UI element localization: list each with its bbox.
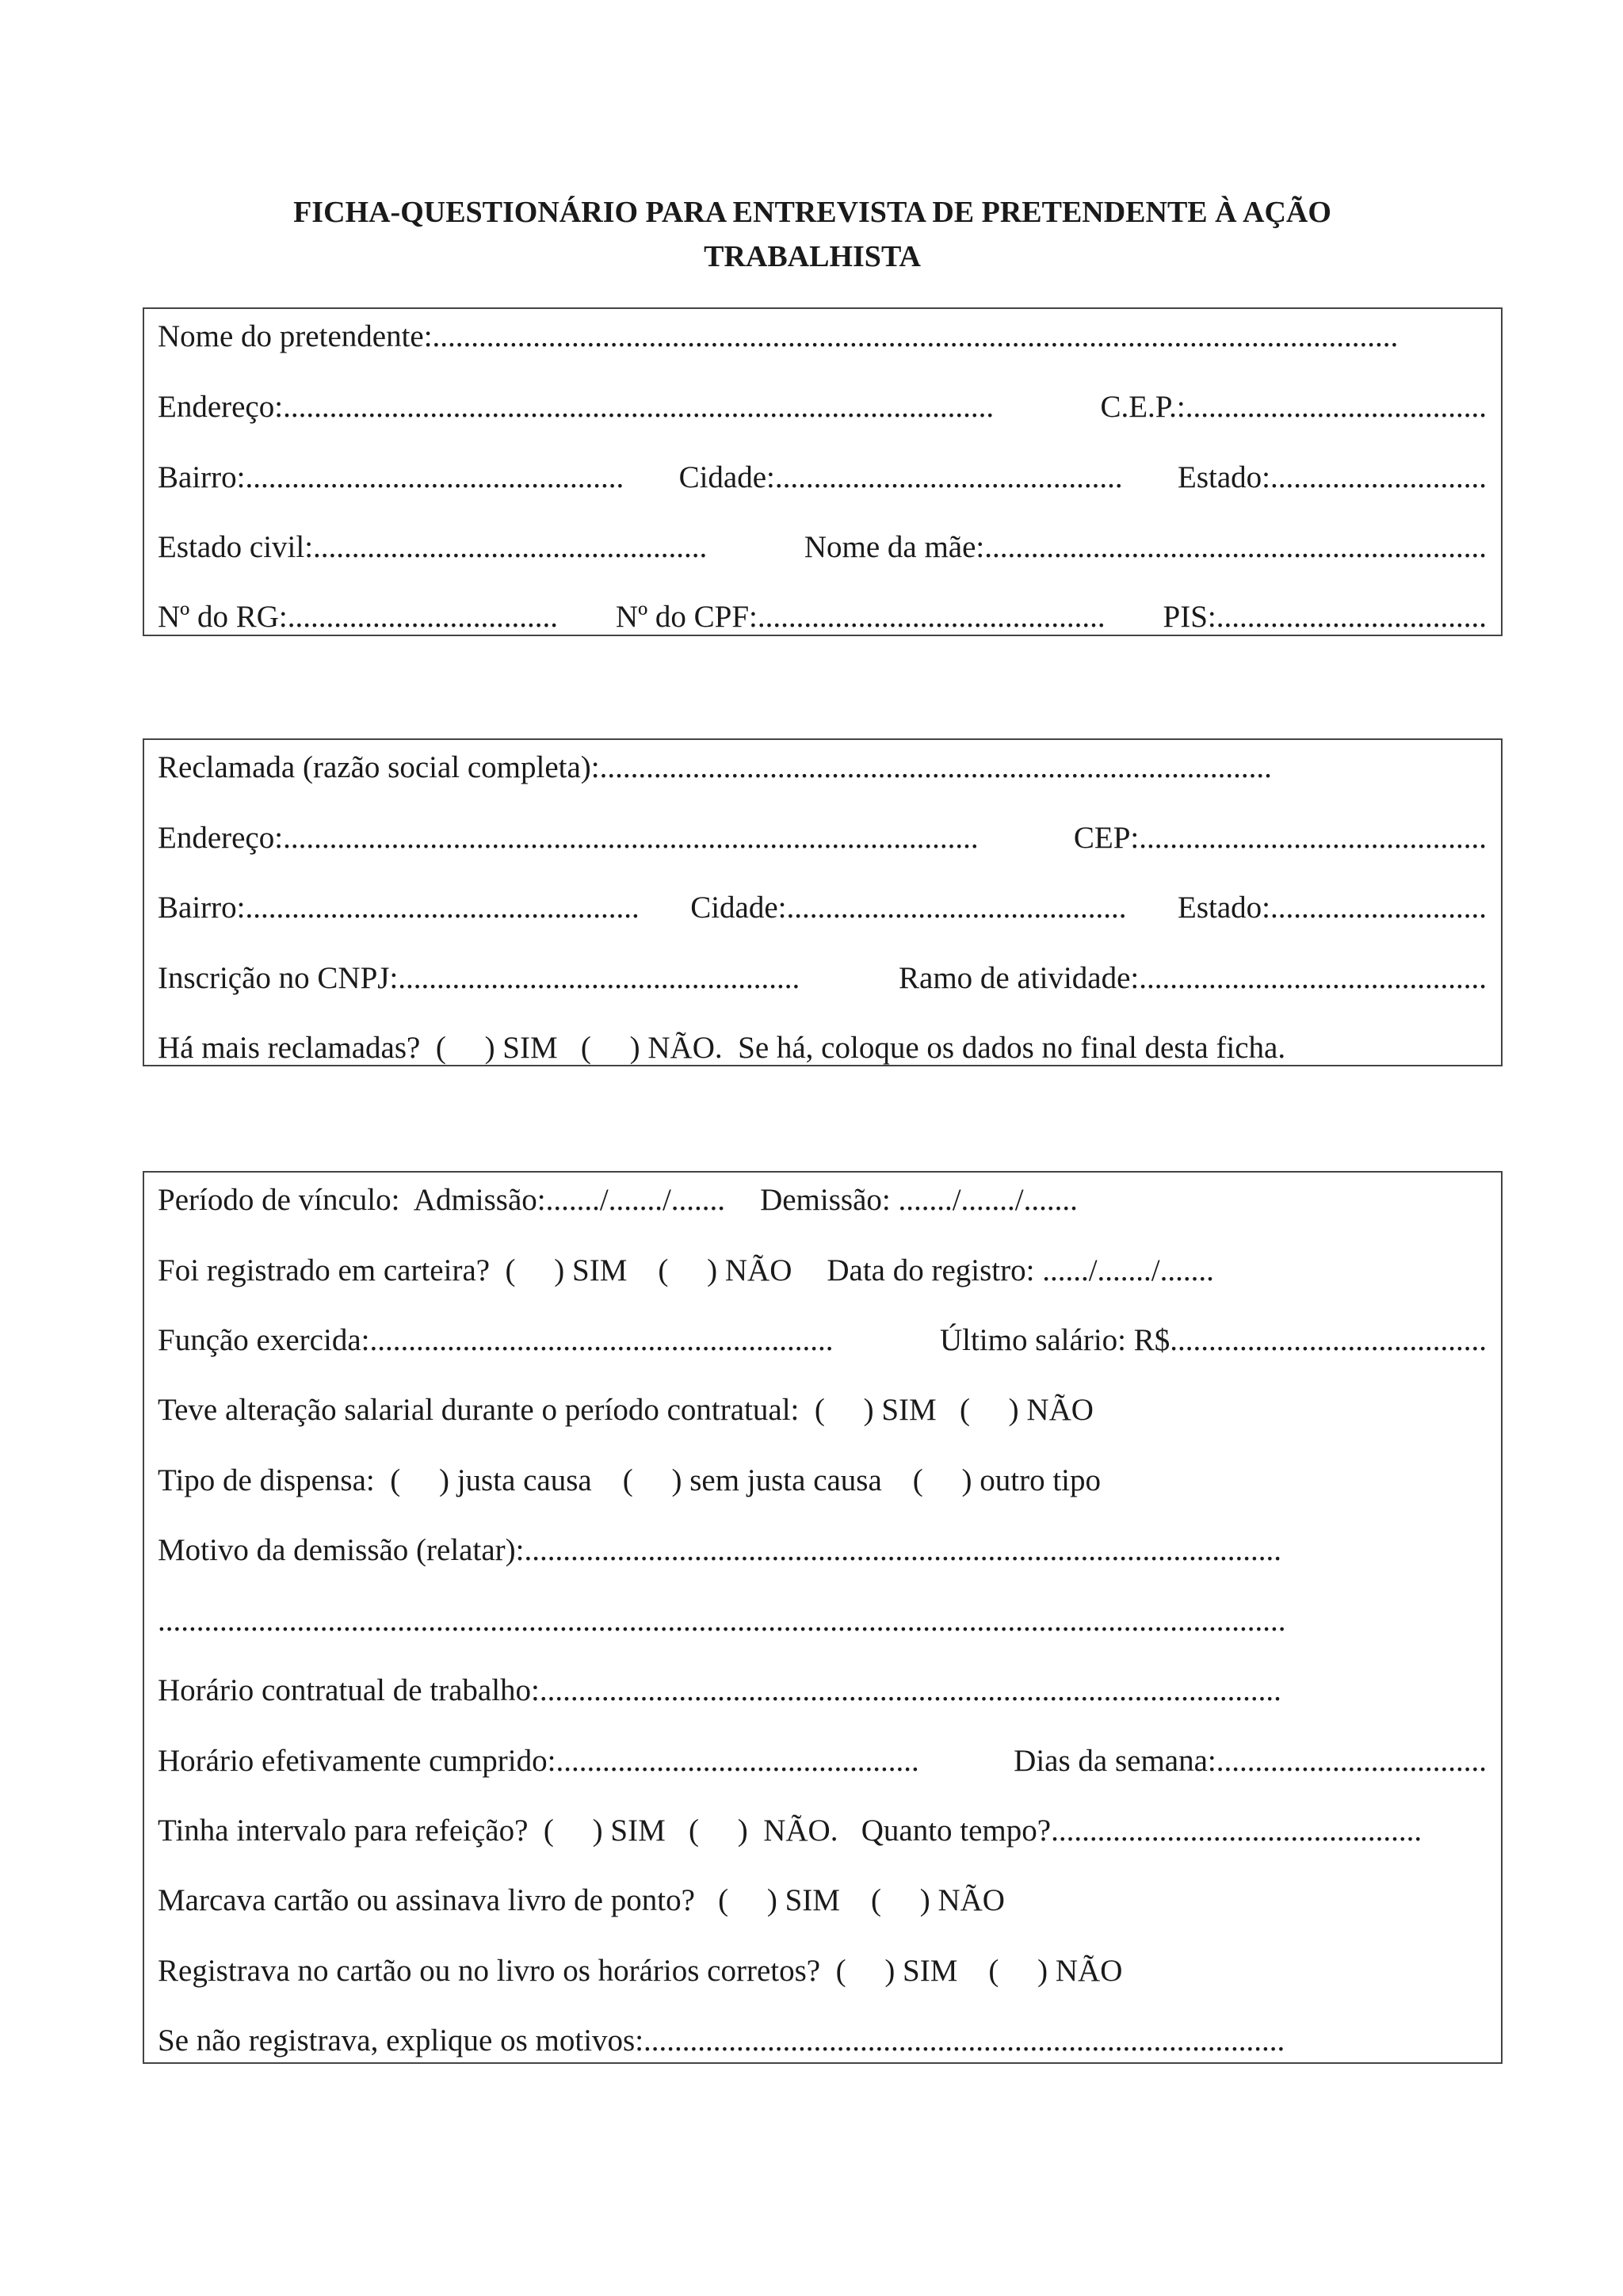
data-registro-field[interactable]: Data do registro: ....../......./....... [827, 1253, 1214, 1287]
razao-social-field[interactable]: Reclamada (razão social completa):....................................................................................... [158, 749, 1272, 784]
reclamada-estado-field[interactable]: Estado:............................ [1178, 890, 1487, 925]
motivo-demissao-field[interactable]: Motivo da demissão (relatar):.................................................................................................. [158, 1532, 1281, 1567]
registrado-carteira-question[interactable]: Foi registrado em carteira? ( ) SIM ( ) NÃO [158, 1253, 792, 1287]
horarios-corretos-row [158, 1947, 1487, 1994]
bairro-field[interactable]: Bairro:................................................. [158, 460, 624, 494]
reclamada-bairro-row [158, 883, 1487, 931]
nome-row [158, 312, 1487, 360]
cep-field[interactable]: C.E.P.:....................................... [1100, 389, 1487, 424]
horario-cumprido-field[interactable]: Horário efetivamente cumprido:............................................... [158, 1743, 919, 1778]
intervalo-refeicao-question[interactable]: Tinha intervalo para refeição? ( ) SIM ( ) NÃO. Quanto tempo?................................................ [158, 1813, 1423, 1848]
reclamada-cep-field[interactable]: CEP:............................................. [1073, 820, 1487, 855]
ramo-atividade-field[interactable]: Ramo de atividade:............................................. [899, 960, 1487, 995]
form-title [143, 190, 1482, 279]
cnpj-row [158, 954, 1487, 1001]
horario-cumprido-row [158, 1737, 1487, 1784]
mais-reclamadas-row [158, 1024, 1487, 1071]
ultimo-salario-field[interactable]: Último salário: R$......................................... [939, 1322, 1487, 1357]
bairro-row [158, 453, 1487, 501]
cartao-ponto-question[interactable]: Marcava cartão ou assinava livro de ponto? ( ) SIM ( ) NÃO [158, 1882, 1005, 1917]
motivo-demissao-row [158, 1526, 1487, 1573]
funcao-row [158, 1316, 1487, 1363]
endereco-field[interactable]: Endereço:............................................................................................ [158, 389, 995, 424]
reclamada-section [143, 738, 1503, 1066]
razao-social-row [158, 743, 1487, 791]
horario-contratual-field[interactable]: Horário contratual de trabalho:................................................................................................ [158, 1672, 1281, 1707]
nome-mae-field[interactable]: Nome da mãe:................................................................. [804, 529, 1487, 564]
horarios-corretos-question[interactable]: Registrava no cartão ou no livro os horários corretos? ( ) SIM ( ) NÃO [158, 1953, 1123, 1988]
mais-reclamadas-question[interactable]: Há mais reclamadas? ( ) SIM ( ) NÃO. Se há, coloque os dados no final desta ficha. [158, 1030, 1286, 1065]
cartao-ponto-row [158, 1876, 1487, 1924]
cnpj-field[interactable]: Inscrição no CNPJ:.................................................... [158, 960, 800, 995]
vinculo-section [143, 1171, 1503, 2064]
reclamada-endereco-field[interactable]: Endereço:.......................................................................................... [158, 820, 979, 855]
motivos-field[interactable]: Se não registrava, explique os motivos:................................................................................... [158, 2023, 1285, 2058]
intervalo-refeicao-row [158, 1806, 1487, 1854]
alteracao-salarial-question[interactable]: Teve alteração salarial durante o período contratual: ( ) SIM ( ) NÃO [158, 1392, 1094, 1427]
demissao-field[interactable]: Demissão: ......./......./....... [760, 1182, 1078, 1217]
motivos-row [158, 2016, 1487, 2064]
cpf-field[interactable]: Nº do CPF:............................................. [615, 599, 1106, 634]
motivo-continuacao-row [158, 1596, 1487, 1644]
reclamada-endereco-row [158, 814, 1487, 861]
funcao-field[interactable]: Função exercida:............................................................ [158, 1322, 834, 1357]
tipo-dispensa-question[interactable]: Tipo de dispensa: ( ) justa causa ( ) sem justa causa ( ) outro tipo [158, 1463, 1102, 1497]
estado-field[interactable]: Estado:............................ [1178, 460, 1487, 494]
form-title-line-1: FICHA-QUESTIONÁRIO PARA ENTREVISTA DE PRETENDENTE À AÇÃO [293, 196, 1331, 229]
horario-contratual-row [158, 1666, 1487, 1714]
estado-civil-field[interactable]: Estado civil:................................................... [158, 529, 708, 564]
admissao-field[interactable]: Período de vínculo: Admissão:......./......./....... [158, 1182, 726, 1217]
nome-field[interactable]: Nome do pretendente:............................................................................................................................. [158, 318, 1399, 353]
cidade-field[interactable]: Cidade:............................................. [678, 460, 1123, 494]
reclamada-cidade-field[interactable]: Cidade:............................................ [690, 890, 1127, 925]
estado-civil-row [158, 523, 1487, 570]
documentos-row [158, 593, 1487, 640]
endereco-row [158, 383, 1487, 430]
rg-field[interactable]: Nº do RG:................................... [158, 599, 559, 634]
tipo-dispensa-row [158, 1456, 1487, 1504]
periodo-vinculo-row [158, 1176, 1487, 1223]
pis-field[interactable]: PIS:................................... [1163, 599, 1487, 634]
reclamada-bairro-field[interactable]: Bairro:................................................... [158, 890, 640, 925]
motivo-continuacao-field[interactable]: .................................................................................................................................................. [158, 1603, 1286, 1638]
registro-carteira-row [158, 1246, 1487, 1294]
pretendente-section [143, 307, 1503, 636]
dias-semana-field[interactable]: Dias da semana:................................... [1014, 1743, 1487, 1778]
form-title-line-2: TRABALHISTA [704, 240, 921, 273]
alteracao-salarial-row [158, 1386, 1487, 1433]
